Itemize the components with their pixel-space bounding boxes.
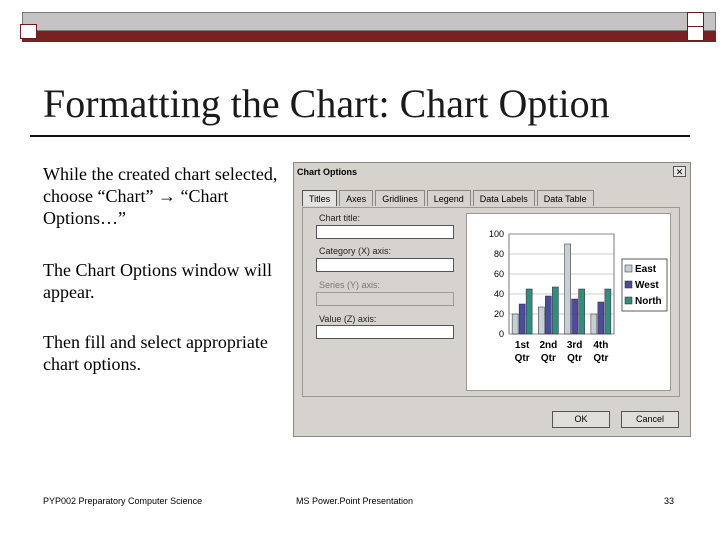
y-tick-label: 100 bbox=[488, 229, 504, 239]
footer-center: MS Power.Point Presentation bbox=[296, 496, 414, 506]
bullet-1: While the created chart selected, choose “Chart” → “Chart Options…” bbox=[43, 164, 278, 228]
value-z-field[interactable] bbox=[316, 325, 454, 339]
tab-titles[interactable]: Titles bbox=[302, 190, 337, 206]
chart-title-label: Chart title: bbox=[319, 213, 361, 223]
dialog-tabs bbox=[302, 190, 596, 208]
x-tick-label-line2: Qtr bbox=[540, 353, 556, 364]
bar-west bbox=[598, 302, 604, 334]
chart-preview bbox=[466, 213, 671, 391]
chart-options-dialog bbox=[293, 162, 691, 437]
tab-data-table[interactable]: Data Table bbox=[537, 190, 594, 206]
y-tick-label: 80 bbox=[493, 249, 504, 259]
bar-east bbox=[538, 307, 544, 334]
tab-data-labels[interactable]: Data Labels bbox=[473, 190, 535, 206]
top-red-bar bbox=[22, 31, 716, 42]
x-tick-label-line2: Qtr bbox=[514, 353, 530, 364]
category-x-label: Category (X) axis: bbox=[319, 246, 392, 256]
top-gray-bar bbox=[22, 12, 716, 31]
bar-west bbox=[519, 304, 525, 334]
x-tick-label-line2: Qtr bbox=[567, 353, 583, 364]
corner-square-right-top bbox=[687, 12, 704, 27]
page-number: 33 bbox=[664, 496, 675, 506]
bar-west bbox=[545, 296, 551, 334]
titles-panel bbox=[302, 207, 680, 397]
close-icon[interactable]: ✕ bbox=[673, 166, 686, 177]
top-decorative-band bbox=[22, 12, 716, 42]
legend-swatch-west bbox=[625, 281, 632, 288]
chart-preview-svg bbox=[467, 214, 670, 390]
bar-east bbox=[565, 244, 571, 334]
dialog-title: Chart Options bbox=[297, 167, 357, 177]
series-y-label: Series (Y) axis: bbox=[319, 280, 381, 290]
bar-north bbox=[579, 289, 585, 334]
y-tick-label: 20 bbox=[493, 309, 504, 319]
bar-north bbox=[605, 289, 611, 334]
bullet-3: Then fill and select appropriate chart options. bbox=[43, 332, 268, 374]
tab-legend[interactable]: Legend bbox=[427, 190, 471, 206]
cancel-button[interactable]: Cancel bbox=[621, 411, 679, 428]
value-z-label: Value (Z) axis: bbox=[319, 314, 377, 324]
category-x-field[interactable] bbox=[316, 258, 454, 272]
bar-north bbox=[552, 287, 558, 334]
corner-square-right-bottom bbox=[687, 26, 704, 41]
series-y-field bbox=[316, 292, 454, 306]
corner-square-left bbox=[20, 24, 37, 39]
tab-axes[interactable]: Axes bbox=[339, 190, 373, 206]
slide-title: Formatting the Chart: Chart Option bbox=[43, 81, 610, 126]
footer-left: PYP002 Preparatory Computer Science bbox=[43, 496, 203, 506]
bar-north bbox=[526, 289, 532, 334]
bullet-2: The Chart Options window will appear. bbox=[43, 260, 272, 302]
x-tick-label: 3rd bbox=[566, 340, 583, 351]
x-tick-label: 4th bbox=[593, 340, 609, 351]
bar-east bbox=[591, 314, 597, 334]
bar-east bbox=[512, 314, 518, 334]
x-tick-label: 1st bbox=[514, 340, 530, 351]
legend-label-west: West bbox=[635, 280, 659, 291]
legend-label-east: East bbox=[635, 264, 657, 275]
tab-gridlines[interactable]: Gridlines bbox=[375, 190, 425, 206]
bar-west bbox=[572, 299, 578, 334]
legend-swatch-east bbox=[625, 265, 632, 272]
chart-title-field[interactable] bbox=[316, 225, 454, 239]
y-tick-label: 60 bbox=[493, 269, 504, 279]
dialog-titlebar bbox=[294, 163, 690, 181]
x-tick-label: 2nd bbox=[539, 340, 558, 351]
legend-swatch-north bbox=[625, 297, 632, 304]
y-tick-label: 0 bbox=[498, 329, 504, 339]
y-tick-label: 40 bbox=[493, 289, 504, 299]
title-divider bbox=[30, 135, 690, 137]
ok-button[interactable]: OK bbox=[552, 411, 610, 428]
legend-label-north: North bbox=[635, 296, 662, 307]
x-tick-label-line2: Qtr bbox=[593, 353, 609, 364]
